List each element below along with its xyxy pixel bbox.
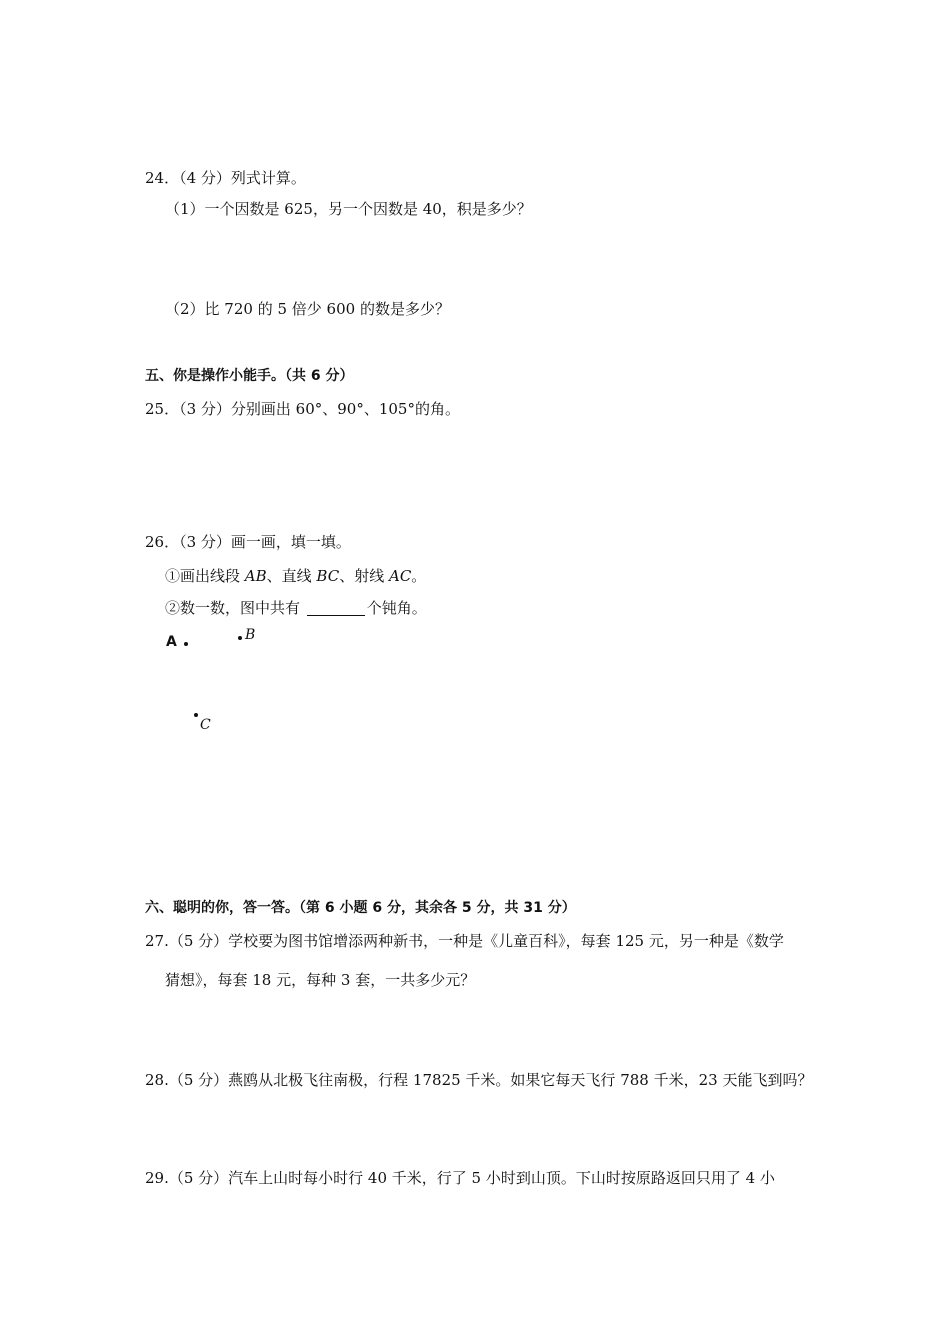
q26-sep1: 、直线 (266, 567, 317, 585)
section5-title: 五、你是操作小能手。（共 6 分） (145, 368, 354, 384)
q26-item2-pre: ②数一数，图中共有 (165, 599, 305, 617)
q24-sub2: （2）比 720 的 5 倍少 600 的数是多少？ (165, 300, 450, 318)
q26-item2 (165, 598, 427, 618)
label-bc: BC (316, 567, 340, 585)
q24-title: 24．（4 分）列式计算。 (145, 169, 306, 187)
q29-line1: 29.（5 分）汽车上山时每小时行 40 千米，行了 5 小时到山顶。下山时按原路返回只用了 4 小 (145, 1169, 775, 1187)
answer-blank[interactable] (307, 601, 365, 616)
q26-item2-post: 个钝角。 (366, 599, 427, 617)
q24-sub1: （1）一个因数是 625，另一个因数是 40，积是多少？ (165, 200, 532, 218)
q27-line1: 27.（5 分）学校要为图书馆增添两种新书，一种是《儿童百科》，每套 125 元，另一种是《数学 (145, 932, 784, 950)
section6-title: 六、聪明的你，答一答。（第 6 小题 6 分，其余各 5 分，共 31 分） (145, 900, 576, 916)
point-c-dot (194, 713, 198, 717)
label-ac: AC (388, 567, 412, 585)
label-ab: AB (244, 567, 267, 585)
q28-line1: 28.（5 分）燕鸥从北极飞往南极，行程 17825 千米。如果它每天飞行 788 千米，23 天能飞到吗？ (145, 1071, 813, 1089)
point-a-label: A (166, 634, 177, 650)
q26-item1-end: 。 (411, 567, 427, 585)
point-a-dot (184, 642, 188, 646)
point-c-label: C (200, 717, 211, 733)
point-b-label: B (245, 627, 256, 643)
q26-title: 26．（3 分）画一画，填一填。 (145, 533, 351, 551)
q25-title: 25．（3 分）分别画出 60°、90°、105°的角。 (145, 400, 460, 418)
q27-line2: 猜想》，每套 18 元，每种 3 套，一共多少元？ (165, 971, 476, 989)
q26-item1-pre: ①画出线段 (165, 567, 245, 585)
q26-item1 (165, 566, 426, 586)
point-b-dot (238, 636, 242, 640)
q26-sep2: 、射线 (339, 567, 389, 585)
